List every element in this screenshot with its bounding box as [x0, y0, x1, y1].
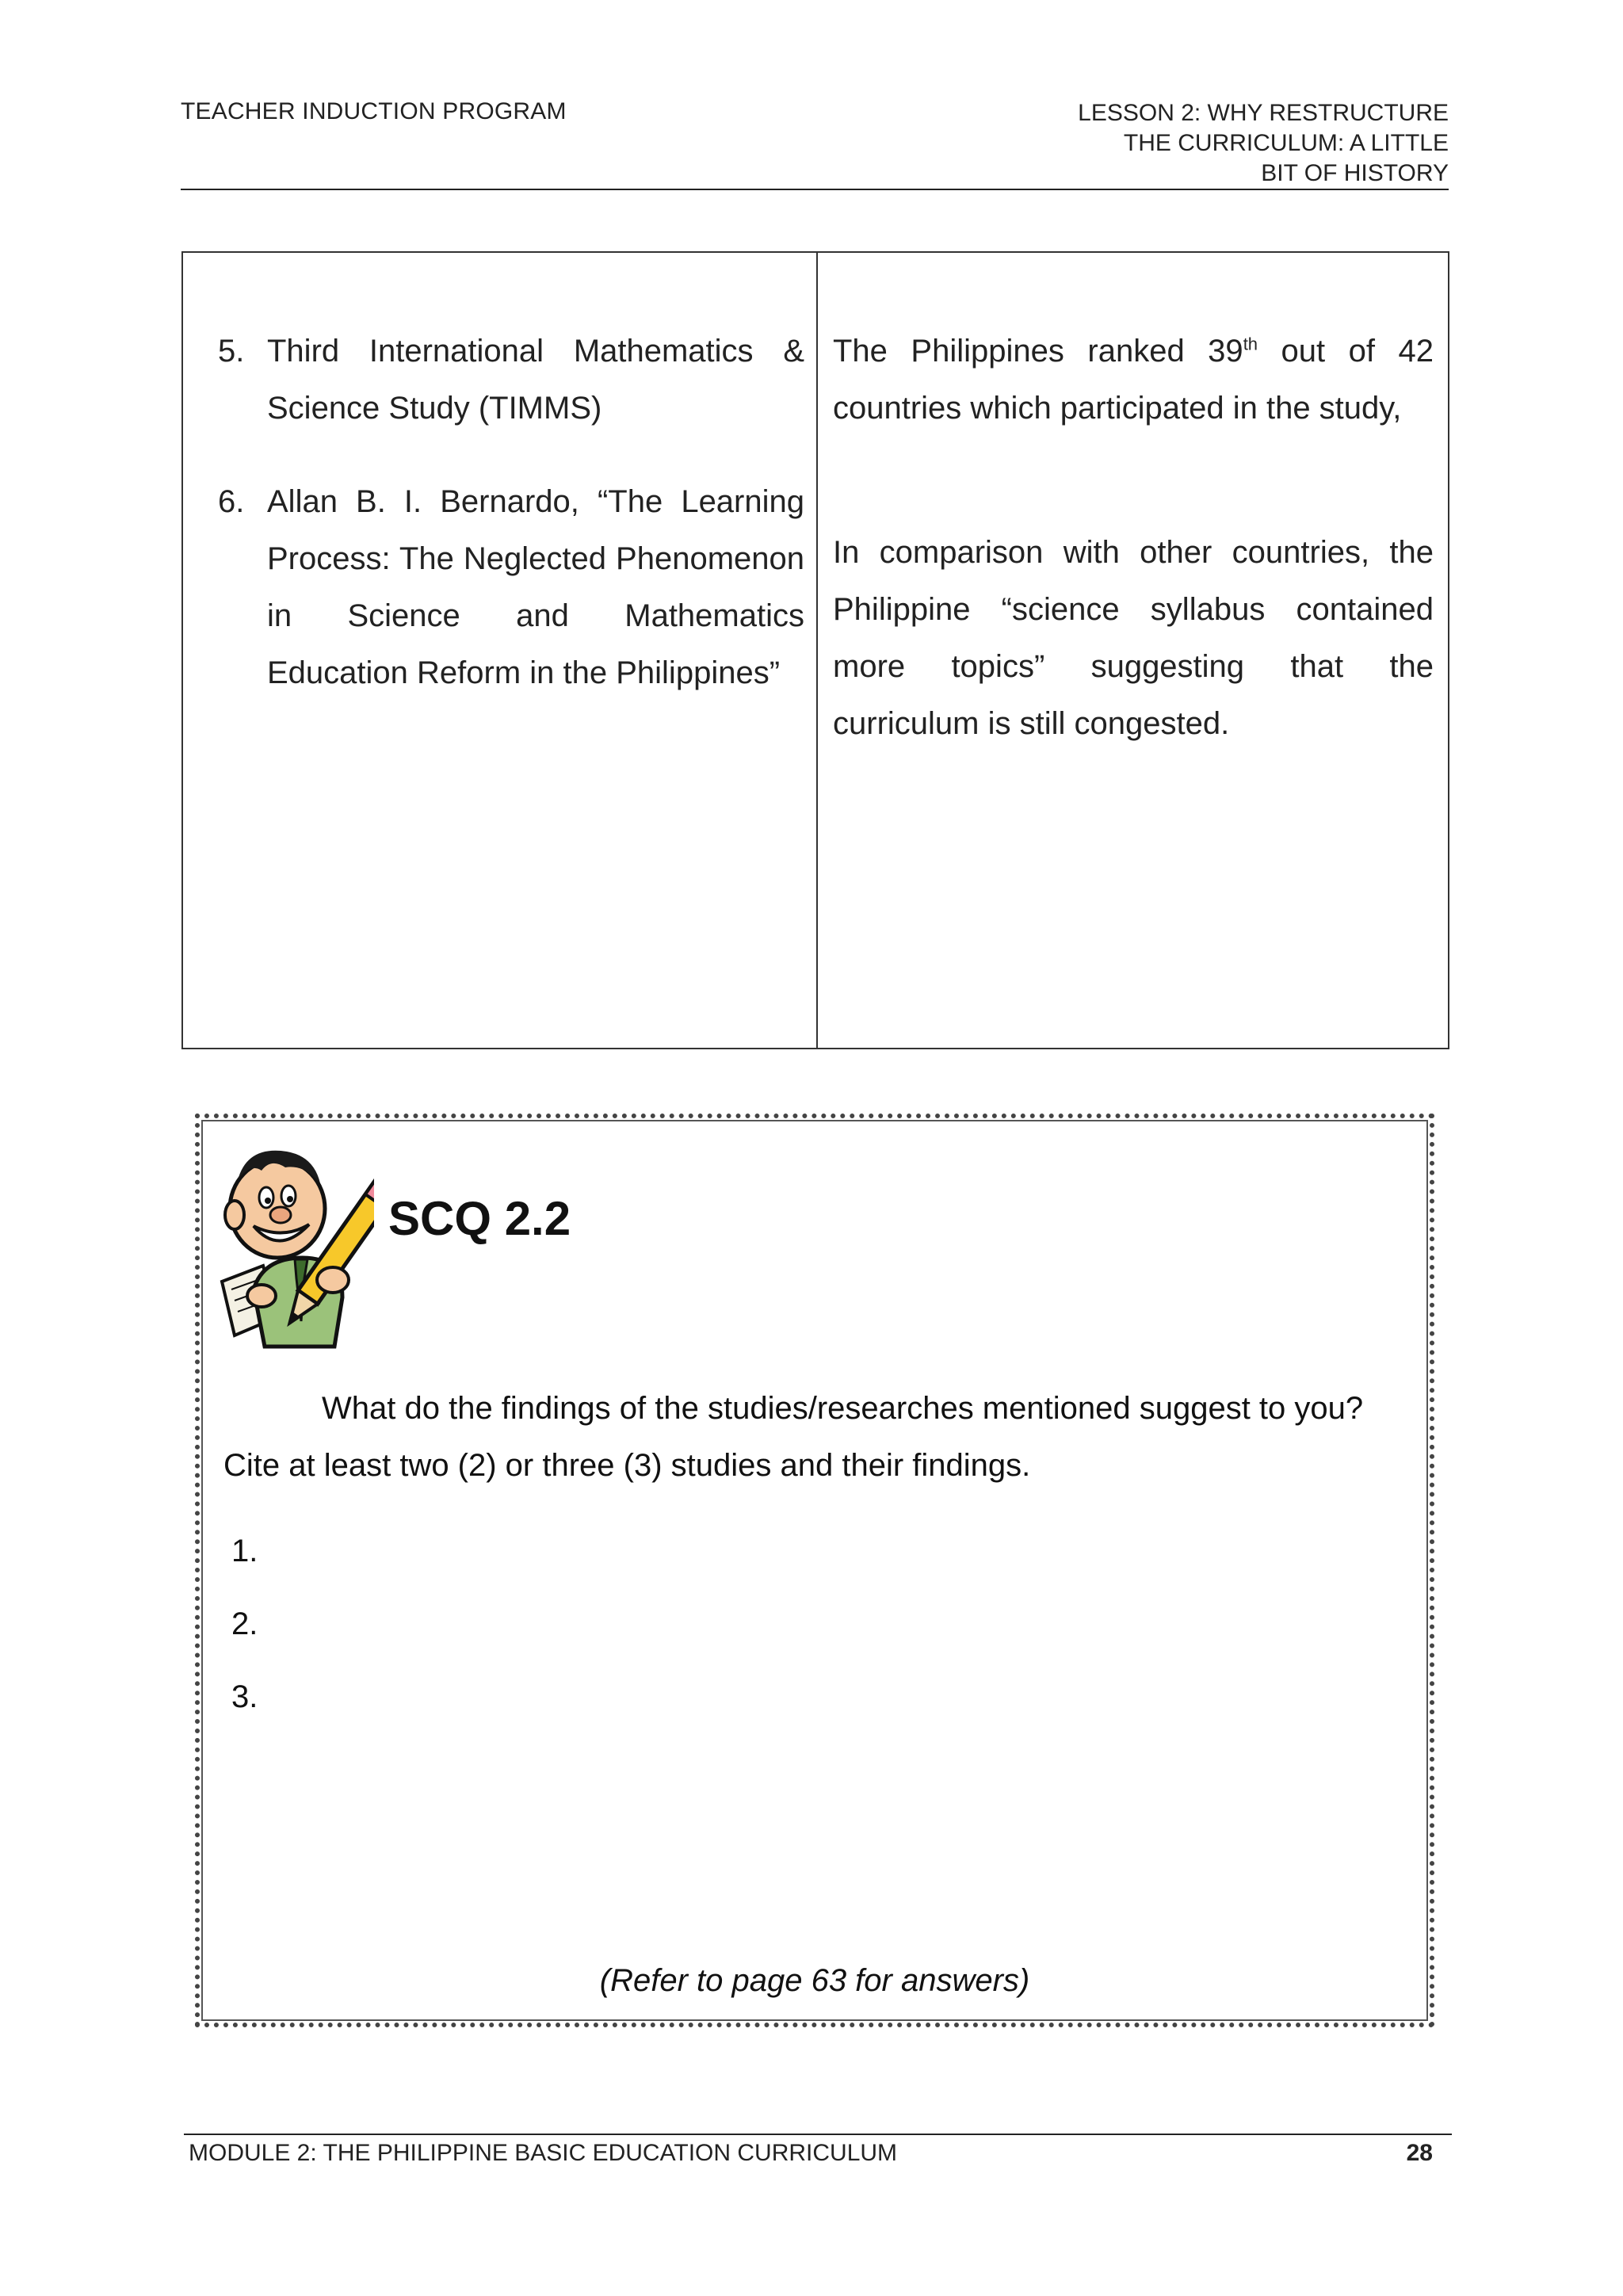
scq-prompt — [223, 1380, 1412, 1494]
study-item-6 — [218, 473, 804, 701]
scq-prompt-text: What do the findings of the studies/researches mentioned suggest to you? Cite at least two (2) or three (3) studies and their findings. — [223, 1391, 1364, 1483]
answer-line-1: 1. — [231, 1534, 258, 1568]
finding-bernardo: In comparison with other countries, the Philippine “science syllabus contained more topics” suggesting that the curriculum is still congested. — [833, 535, 1434, 741]
finding-text-end: out of 42 countries which participated in the study, — [833, 334, 1434, 426]
studies-column — [218, 323, 804, 701]
header-lesson-line-2: THE CURRICULUM: A LITTLE — [1123, 130, 1449, 156]
header-program-title: TEACHER INDUCTION PROGRAM — [181, 98, 567, 124]
cartoon-man-with-pencil-icon — [216, 1139, 374, 1353]
header-lesson-line-3: BIT OF HISTORY — [1261, 160, 1449, 186]
studies-table — [181, 251, 1449, 1049]
finding-text-start: The Philippines ranked 39 — [833, 334, 1243, 369]
study-item-5 — [218, 323, 804, 437]
footer-divider — [184, 2134, 1452, 2135]
answer-list — [231, 1515, 258, 1733]
footer-module-title: MODULE 2: THE PHILIPPINE BASIC EDUCATION CURRICULUM — [189, 2140, 898, 2166]
study-number: 6. — [218, 484, 245, 519]
study-number: 5. — [218, 334, 245, 369]
finding-timms — [833, 323, 1434, 437]
answer-reference-note: (Refer to page 63 for answers) — [599, 1963, 1030, 1998]
answer-line-3: 3. — [231, 1679, 258, 1714]
findings-column — [833, 323, 1434, 752]
table-column-divider — [816, 253, 818, 1048]
header-lesson-line-1: LESSON 2: WHY RESTRUCTURE — [1078, 100, 1449, 126]
header-lesson-title — [894, 98, 1449, 189]
ordinal-suffix: th — [1243, 334, 1258, 354]
page-number: 28 — [1406, 2140, 1433, 2166]
answer-line-2: 2. — [231, 1606, 258, 1641]
study-title: Third International Mathematics & Science Study (TIMMS) — [267, 334, 804, 426]
self-check-question-box — [195, 1114, 1434, 2027]
header-divider — [181, 189, 1449, 190]
scq-title: SCQ 2.2 — [388, 1192, 571, 1245]
study-title: Allan B. I. Bernardo, “The Learning Process: The Neglected Phenomenon in Science and Mathematics Education Reform in the Philippines” — [267, 484, 804, 690]
